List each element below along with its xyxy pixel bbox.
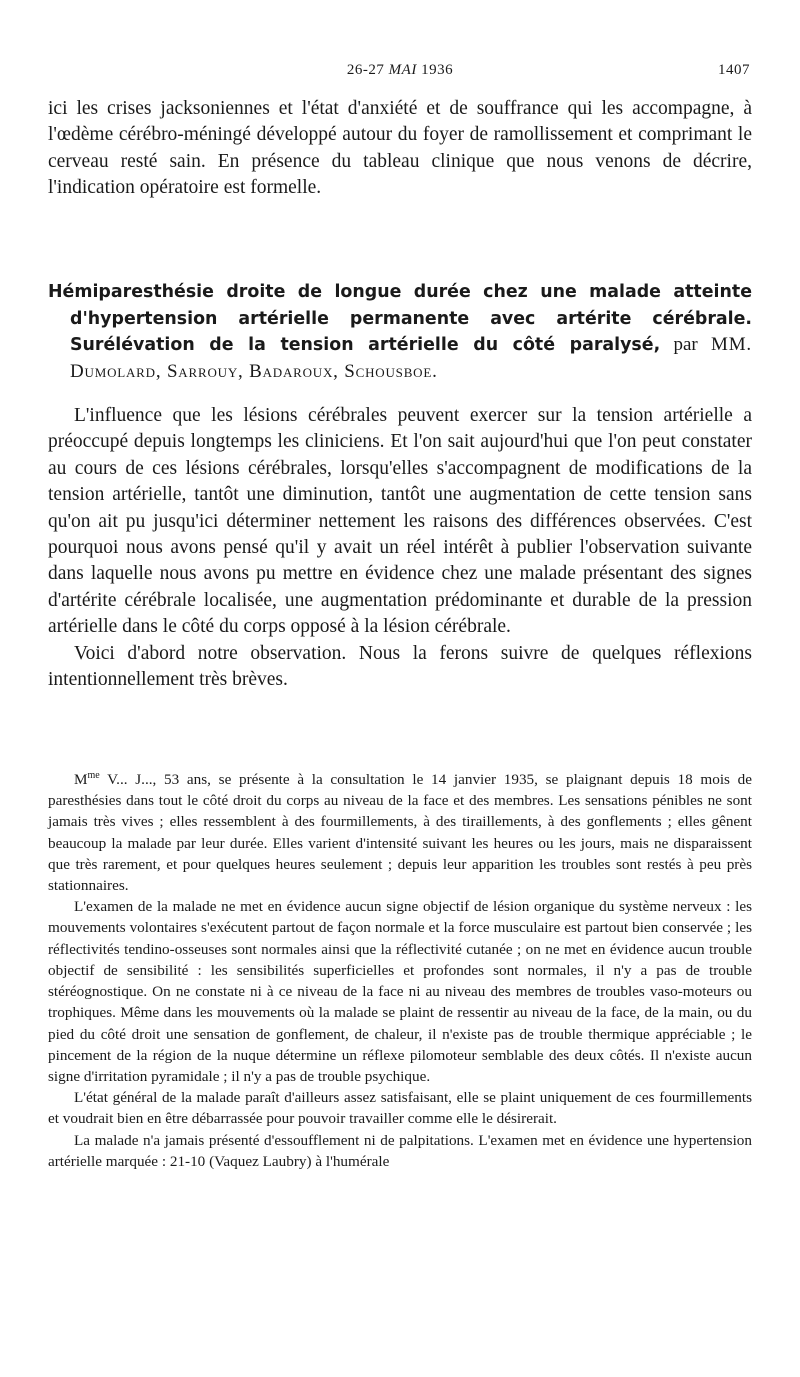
- header-month: MAI: [388, 62, 417, 78]
- title-authors: MM. Dumolard, Sarrouy, Badaroux, Schousboe.: [70, 334, 752, 382]
- intro-text: [48, 96, 752, 202]
- header-date: 26-27 MAI 1936: [346, 62, 454, 78]
- intro-paragraph: ici les crises jacksoniennes et l'état d'anxiété et de souffrance qui les accompagne, à l'œdème cérébro-méningé développé autour du foyer de ramollissement et comprimant le cerveau resté sain. En présence du tableau clinique que nous venons de décrire, l'indication opératoire est formelle.: [48, 98, 752, 199]
- observation-paragraph: La malade n'a jamais présenté d'essoufflement ni de palpitations. L'examen met en évidence une hypertension artérielle marquée : 21-10 (Vaquez Laubry) à l'humérale: [48, 1131, 752, 1170]
- title-mme: M: [74, 771, 88, 789]
- title-mme-sup: me: [87, 770, 100, 781]
- page-number: 1407: [718, 62, 750, 78]
- observation-paragraph: $M^{me}$ V... J..., 53 ans, se présente à la consultation le 14 janvier 1935, se plaignant depuis 18 mois de paresthésies dans tout le côté droit du corps au niveau de la face et des membres. Les sensations pénibles ne sont jamais très vives ; elles ressemblent à des fourmillements, à des tiraillements, à des gonflements ; elles gênent beaucoup la malade par leur durée. Elles varient d'intensité suivant les heures ou les jours, mais ne disparaissent que très rarement, et pour quelques heures seulement ; depuis leur apparition les troubles sont restés à peu près stationnaires.: [48, 770, 752, 895]
- observation-paragraph: L'examen de la malade ne met en évidence aucun signe objectif de lésion organique du système nerveux : les mouvements volontaires s'exécutent partout de façon normale et la force musculaire est partout bien conservée ; les réflectivités tendino-osseuses sont normales ainsi que la réflectivité cutanée ; on ne met en évidence aucun trouble objectif de sensibilité : les sensibilités superficielles et profondes sont normales, il n'y a pas de trouble stéréognostique. On ne constate ni à ce niveau de la face ni au niveau des membres de troubles vaso-moteurs ou trophiques. Même dans les mouvements où la malade se plaint de ressentir au niveau de la face, de la main, ou du pied du côté droit une sensation de gonflement, de chaleur, il n'existe pas de trouble thermique appréciable ; le pincement de la région de la nuque détermine un réflexe pilomoteur semblable des deux côtés. Il n'existe aucun signe d'irritation pyramidale ; il n'y a pas de trouble psychique.: [48, 898, 752, 1085]
- body-paragraph: Voici d'abord notre observation. Nous la ferons suivre de quelques réflexions intentionnellement très brèves.: [48, 642, 752, 691]
- article-body: [48, 403, 752, 693]
- article-title: [48, 279, 752, 385]
- observation-text: [48, 765, 752, 1172]
- running-header: [48, 62, 752, 84]
- title-text: Hémiparesthésie droite de longue durée chez une malade atteinte d'hypertension artérielle permanente avec artérite cérébrale. Surélévation de la tension artérielle du côté paralysé,: [48, 282, 752, 355]
- title-par: par: [660, 334, 712, 355]
- observation-paragraph: L'état général de la malade paraît d'ailleurs assez satisfaisant, elle se plaint uniquement de ces fourmillements et voudrait bien en être débarrassée pour pouvoir travailler comme elle le désirerait.: [48, 1089, 752, 1128]
- body-paragraph: L'influence que les lésions cérébrales peuvent exercer sur la tension artérielle a préoccupé depuis longtemps les cliniciens. Et l'on sait aujourd'hui que l'on peut constater au cours de ces lésions cérébrales, lorsqu'elles s'accompagnent de modifications de la tension artérielle, tantôt une diminution, tantôt une augmentation de cette tension sans qu'on ait pu jusqu'ici déterminer nettement les raisons des différences observées. C'est pourquoi nous avons pensé qu'il y avait un réel intérêt à publier l'observation suivante dans laquelle nous avons pu mettre en évidence chez une malade présentant des signes d'artérite cérébrale localisée, une augmentation prédominante et durable de la pression artérielle dans le côté du corps opposé à la lésion cérébrale.: [48, 405, 752, 638]
